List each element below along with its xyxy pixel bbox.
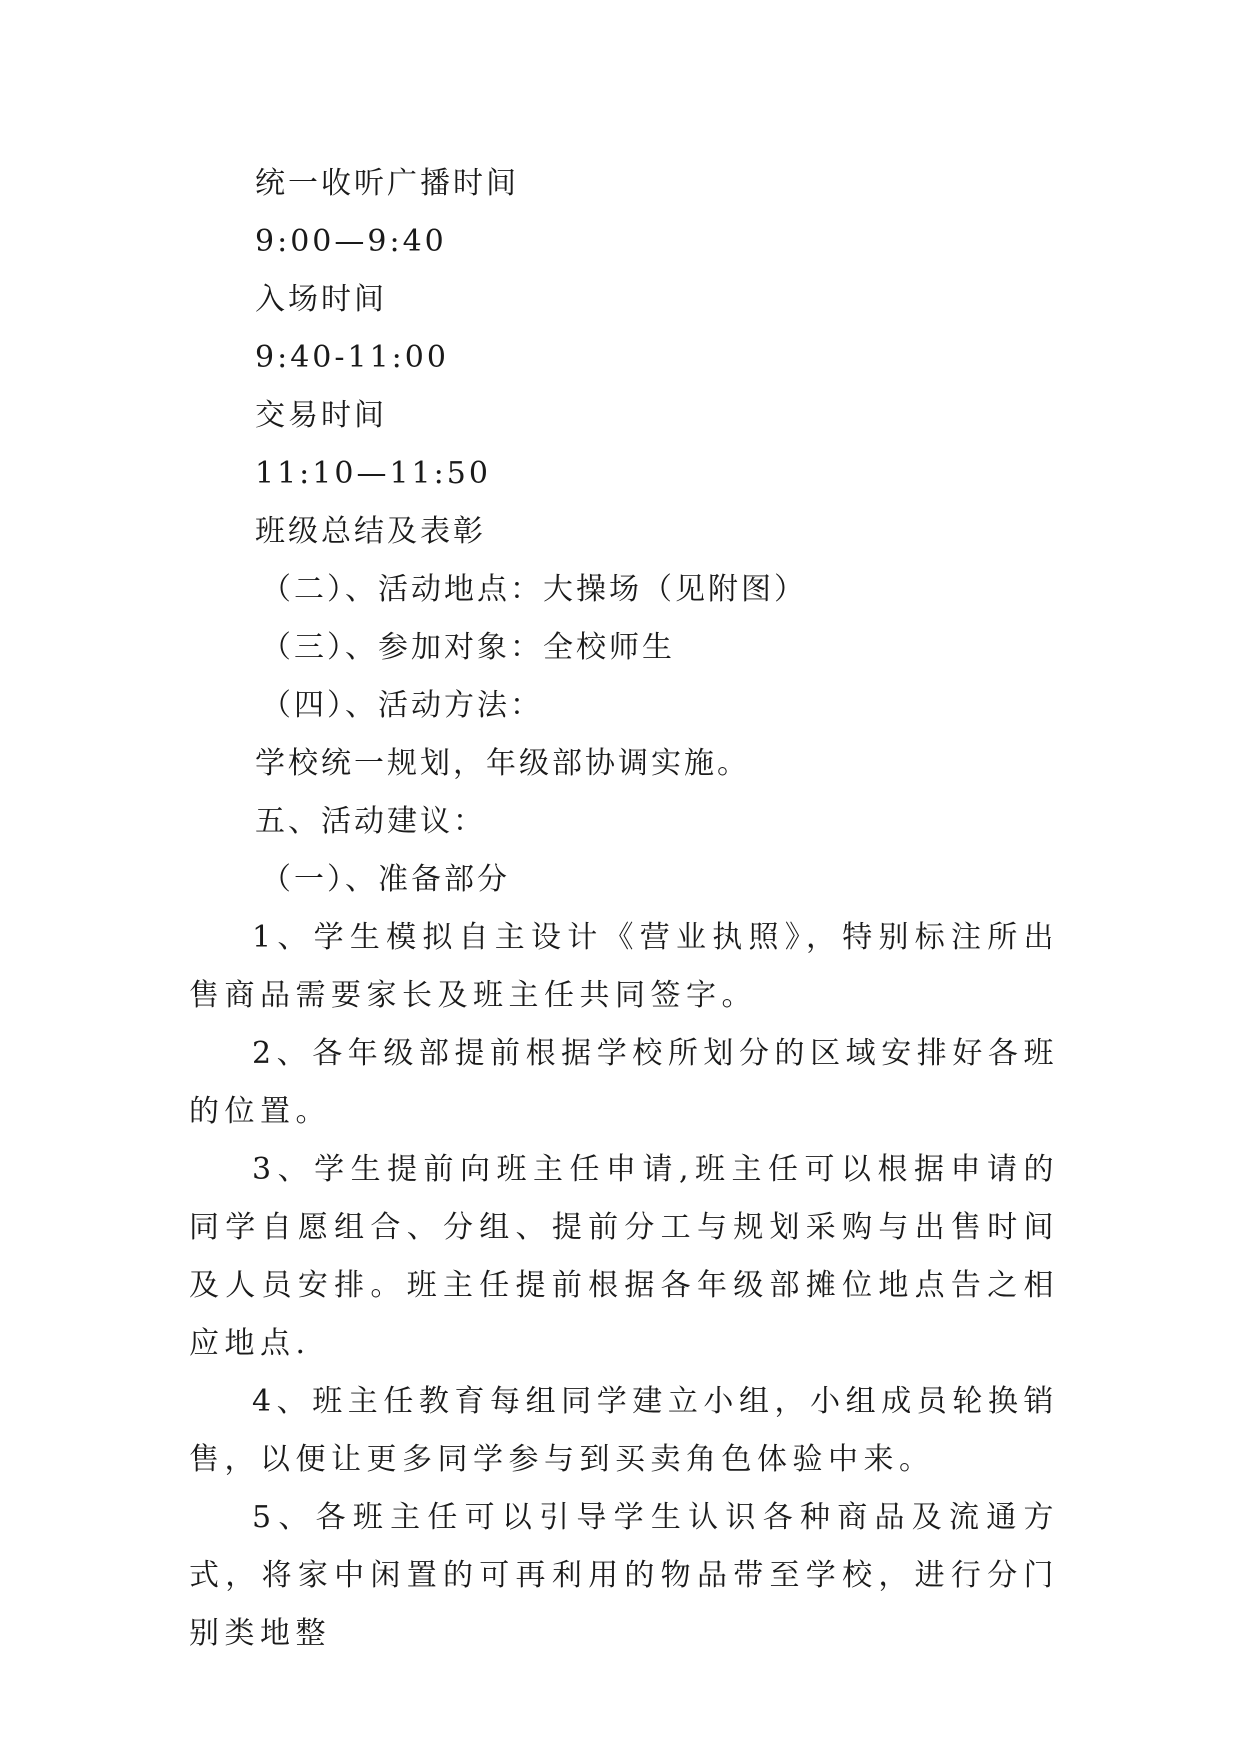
schedule-line: 交易时间 xyxy=(255,398,387,433)
schedule-line: 统一收听广播时间 xyxy=(255,166,519,201)
suggestion-item-2: 2、各年级部提前根据学校所划分的区域安排好各班的位置。 xyxy=(189,1036,1059,1129)
schedule-line: 9:40-11:00 xyxy=(255,340,449,375)
suggestions-heading: 五、活动建议： xyxy=(255,804,486,839)
participants-heading: （三）、参加对象：全校师生 xyxy=(261,630,675,665)
schedule-line: 9:00—9:40 xyxy=(255,224,447,259)
preparation-heading: （一）、准备部分 xyxy=(261,862,510,897)
schedule-line: 11:10—11:50 xyxy=(255,456,491,491)
suggestion-item-1: 1、学生模拟自主设计《营业执照》，特别标注所出售商品需要家长及班主任共同签字。 xyxy=(189,920,1059,1013)
suggestion-item-3: 3、学生提前向班主任申请,班主任可以根据申请的同学自愿组合、分组、提前分工与规划采购与出售时间及人员安排。班主任提前根据各年级部摊位地点告之相应地点. xyxy=(189,1152,1059,1361)
schedule-line: 入场时间 xyxy=(255,282,387,317)
location-heading: （二）、活动地点：大操场（见附图） xyxy=(261,572,807,607)
method-heading: （四）、活动方法： xyxy=(261,688,543,723)
suggestion-item-5: 5、各班主任可以引导学生认识各种商品及流通方式，将家中闲置的可再利用的物品带至学校，进行分门别类地整 xyxy=(189,1500,1059,1651)
document-body xyxy=(189,155,1059,1663)
schedule-line: 班级总结及表彰 xyxy=(255,514,486,549)
method-text: 学校统一规划，年级部协调实施。 xyxy=(255,746,750,781)
suggestion-item-4: 4、班主任教育每组同学建立小组，小组成员轮换销售，以便让更多同学参与到买卖角色体验中来。 xyxy=(189,1384,1059,1477)
